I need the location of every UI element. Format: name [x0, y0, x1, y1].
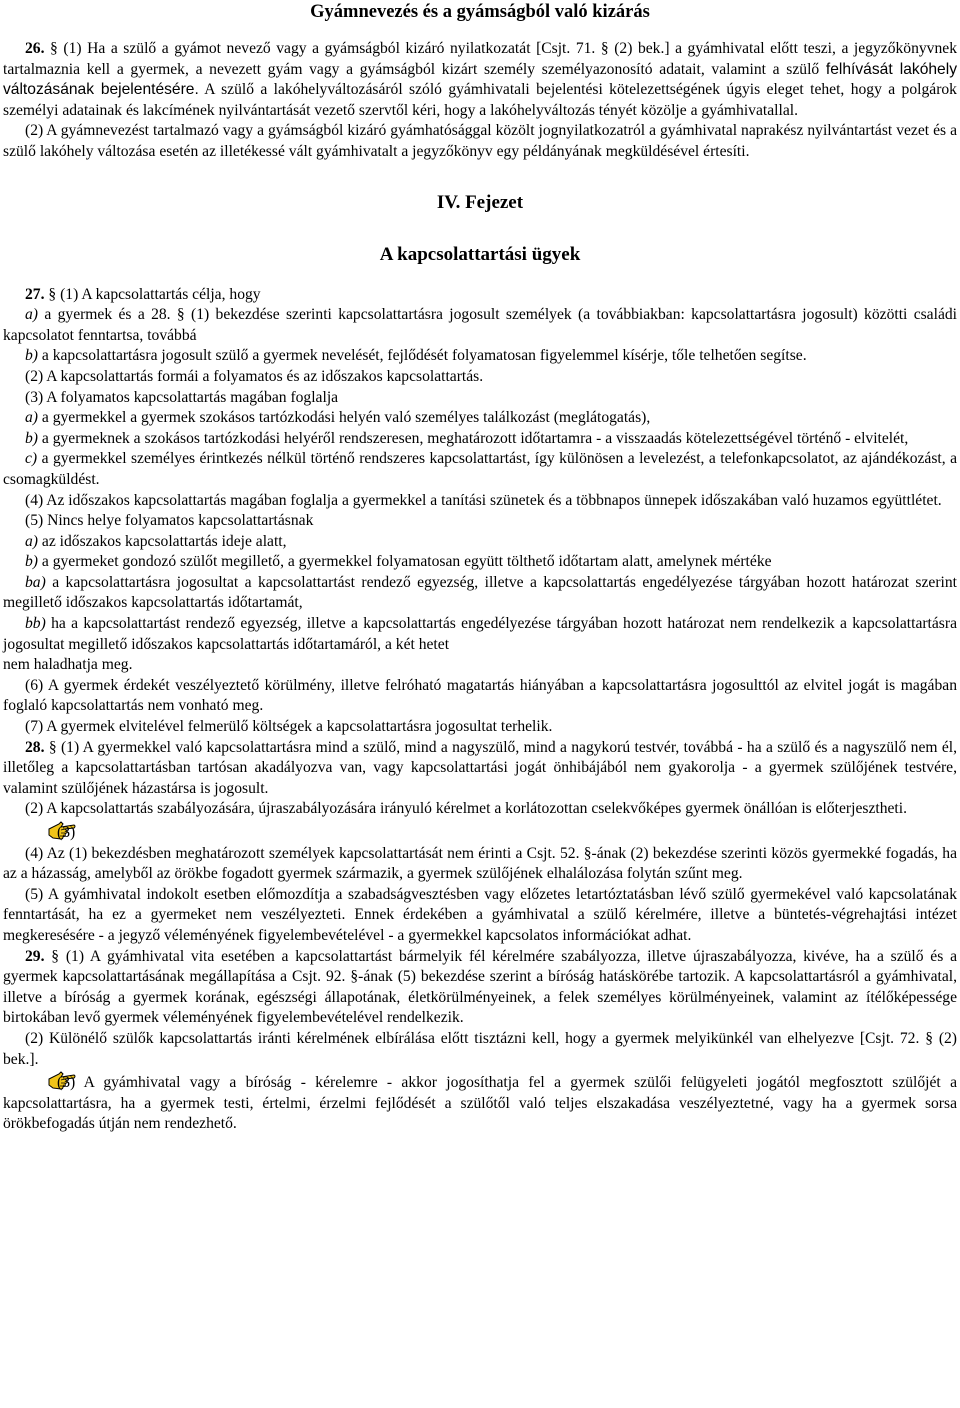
section-27-item-5b: b) a gyermeket gondozó szülőt megillető, a gyermekkel folyamatosan együtt tölthető időtartam alatt, amelynek mértéke [25, 553, 772, 571]
section-27-paragraph-4: (4) Az időszakos kapcsolattartás magában foglalja a gyermekkel a tanítási szünetek és a többnapos ünnepek időszakában való huzamos együttlétet. [25, 491, 942, 509]
document-page [3, 0, 957, 1135]
section-27-item-3a: a) a gyermekkel a gyermek szokásos tartózkodási helyén való személyes találkozást (meglátogatás), [25, 409, 651, 427]
section-28-paragraph-1: 28. § (1) A gyermekkel való kapcsolattartásra mind a szülő, mind a nagyszülő, mind a nagykorú testvér, továbbá - ha a szülő és a nagyszülő nem él, illetőleg a kapcsolattartásban tartósan akadályozva van, vagy kapcsolattartási jogát önhibájából nem gyakorolja - a gyermek szülőjének testvére, valamint szülőjének házastársa is jogosult. [3, 738, 957, 797]
section-27-paragraph-5: (5) Nincs helye folyamatos kapcsolattartásnak [25, 512, 314, 530]
section-27-item-3c: c) a gyermekkel személyes érintkezés nélkül történő rendszeres kapcsolattartást, így különösen a levelezést, a telefonkapcsolatot, az ajándékozást, a csomagküldést. [3, 450, 957, 488]
pointing-hand-icon[interactable] [25, 820, 55, 840]
section-28-paragraph-2: (2) A kapcsolattartás szabályozására, újraszabályozására irányuló kérelmet a korlátozottan cselekvőképes gyermek önállóan is előterjesztheti. [25, 800, 907, 818]
section-27-paragraph-7: (7) A gyermek elvitelével felmerülő költségek a kapcsolattartásra jogosultat terhelik. [25, 718, 553, 736]
section-27-paragraph-6: (6) A gyermek érdekét veszélyeztető körülmény, illetve felróható magatartás hiányában a kapcsolattartásra jogosulttól az elvitel jogát is magában foglaló kapcsolattartás nem vonható meg. [3, 676, 957, 715]
section-27-item-5a: a) az időszakos kapcsolattartás ideje alatt, [25, 532, 287, 550]
section-27-item-5bb: bb) ha a kapcsolattartást rendező egyezség, illetve a kapcsolattartás engedélyezése tárgyában hozott határozat nem rendelkezik a kapcsolattartásra jogosultat megillető időszakos kapcsolattartás időtartamáról, a két hetet [3, 615, 957, 653]
chapter-heading: IV. Fejezet [436, 191, 524, 213]
section-26-paragraph-2: (2) A gyámnevezést tartalmazó vagy a gyámságból kizáró gyámhatósággal közölt jognyilatkozatról a gyámhivatal naprakész nyilvántartást vezet és a szülő lakóhely változása esetén az illetékessé vált gyámhivatalt a jegyzőkönyv egy példányának megküldésével értesíti. [3, 122, 957, 160]
section-number: 26. [25, 40, 45, 57]
section-number: 27. [25, 285, 45, 303]
section-27-paragraph-3: (3) A folyamatos kapcsolattartás magában foglalja [25, 388, 339, 406]
chapter-title: A kapcsolattartási ügyek [379, 243, 581, 265]
section-27-item-3b: b) a gyermeknek a szokásos tartózkodási helyéről rendszeresen, meghatározott időtartamra - a visszaadás kötelezettségével történő - elvitelét, [25, 429, 909, 447]
section-27-item-b: b) a kapcsolattartásra jogosult szülő a gyermek nevelését, fejlődését folyamatosan figyelemmel kísérje, tőle telhetően segítse. [25, 347, 807, 365]
section-28-paragraph-4: (4) Az (1) bekezdésben meghatározott személyek kapcsolattartását nem érinti a Csjt. 52. §-ának (2) bekezdése szerinti közös gyermekké fogadás, ha az a házasság, amelyből az örökbe fogadott gyermek származik, a gyermek szülőjének elhalálozása folytán szűnt meg. [3, 844, 957, 883]
document-title: Gyámnevezés és a gyámságból való kizárás [310, 2, 650, 22]
pointing-hand-icon[interactable] [25, 1070, 55, 1090]
section-27-item-5-tail: nem haladhatja meg. [3, 656, 133, 674]
section-27-paragraph-2: (2) A kapcsolattartás formái a folyamatos és az időszakos kapcsolattartás. [25, 367, 484, 385]
section-28-paragraph-3: (3) [3, 820, 957, 844]
section-text: § (1) Ha a szülő a gyámot nevező vagy a gyámságból kizáró nyilatkozatát [Csjt. 71. § (2) bek.] a gyámhivatal előtt teszi, a jegyzőkönyvnek tartalmaznia kell a gyermek, a nevezett gyám vagy a gyámságból kizárt személy személyazonosító adatait, valamint a szülő [3, 40, 957, 78]
section-27-item-5ba: ba) a kapcsolattartásra jogosultat a kapcsolattartást rendező egyezség, illetve a kapcsolattartás engedélyezése tárgyában hozott határozat szerint megillető időszakos kapcsolattartás időtartamát, [3, 573, 957, 612]
section-27-paragraph-1: 27. § (1) A kapcsolattartás célja, hogy [25, 285, 261, 303]
section-27-item-a: a) a gyermek és a 28. § (1) bekezdése szerinti kapcsolattartásra jogosult személyek (a továbbiakban: kapcsolattartásra jogosult) közötti családi kapcsolatot fenntartsa, továbbá [3, 306, 957, 344]
section-number: 29. [25, 947, 45, 965]
section-text: A szülő a lakóhelyváltozásáról szóló gyámhivatali bejelentési kötelezettségének úgyis eleget tehet, hogy a polgárok személyi adatainak és lakcímének nyilvántartását vezető szervtől kéri, hogy a lakóhelyváltozás tényét közölje a gyámhivatallal. [3, 81, 957, 119]
section-29-paragraph-3: (3) A gyámhivatal vagy a bíróság - kérelemre - akkor jogosíthatja fel a gyermek szülői felügyeleti jogától megfosztott szülőjét a kapcsolattartásra, ha a gyermek testi, értelmi, érzelmi fejlődését a szülőtől való teljes elszakadása veszélyeztetné, vagy ha a gyermek sorsa örökbefogadás útján nem rendezhető. [3, 1070, 957, 1135]
section-text-sans: felhívását lakóhely változásának bejelentésére. [3, 60, 957, 99]
section-number: 28. [25, 738, 45, 756]
section-29-paragraph-1: 29. § (1) A gyámhivatal vita esetében a kapcsolattartást bármelyik fél kérelmére szabályozza, illetve újraszabályozza, kivéve, ha a szülő és a gyermek kapcsolattartásának megállapítása a Csjt. 92. §-ának (5) bekezdése szerint a bíróság hatáskörébe tartozik. A kapcsolattartásról a gyámhivatal, illetve a bíróság a gyermek korának, egészségi állapotának, életkörülményeinek, a felek személyes körülményeinek, valamint az ítélőképessége birtokában levő gyermek véleményének figyelembevételével rendelkezik. [3, 947, 957, 1027]
section-28-paragraph-5: (5) A gyámhivatal indokolt esetben előmozdítja a szabadságvesztésben vagy előzetes letartóztatásban lévő szülő gyermekével való kapcsolatának fenntartását, ha ez a gyermeket nem veszélyezteti. Ennek érdekében a gyámhivatal a szülő kérelmére, illetve a büntetés-végrehajtási intézet megkeresésére - a jegyző véleményének figyelembevételével - a gyermekkel kapcsolatos információkat adhat. [3, 885, 957, 944]
section-29-paragraph-2: (2) Különélő szülők kapcsolattartás iránti kérelmének elbírálása előtt tisztázni kell, hogy a gyermek melyikünkél van elhelyezve [Csjt. 72. § (2) bek.]. [3, 1029, 957, 1068]
section-26-paragraph-1 [3, 39, 957, 121]
